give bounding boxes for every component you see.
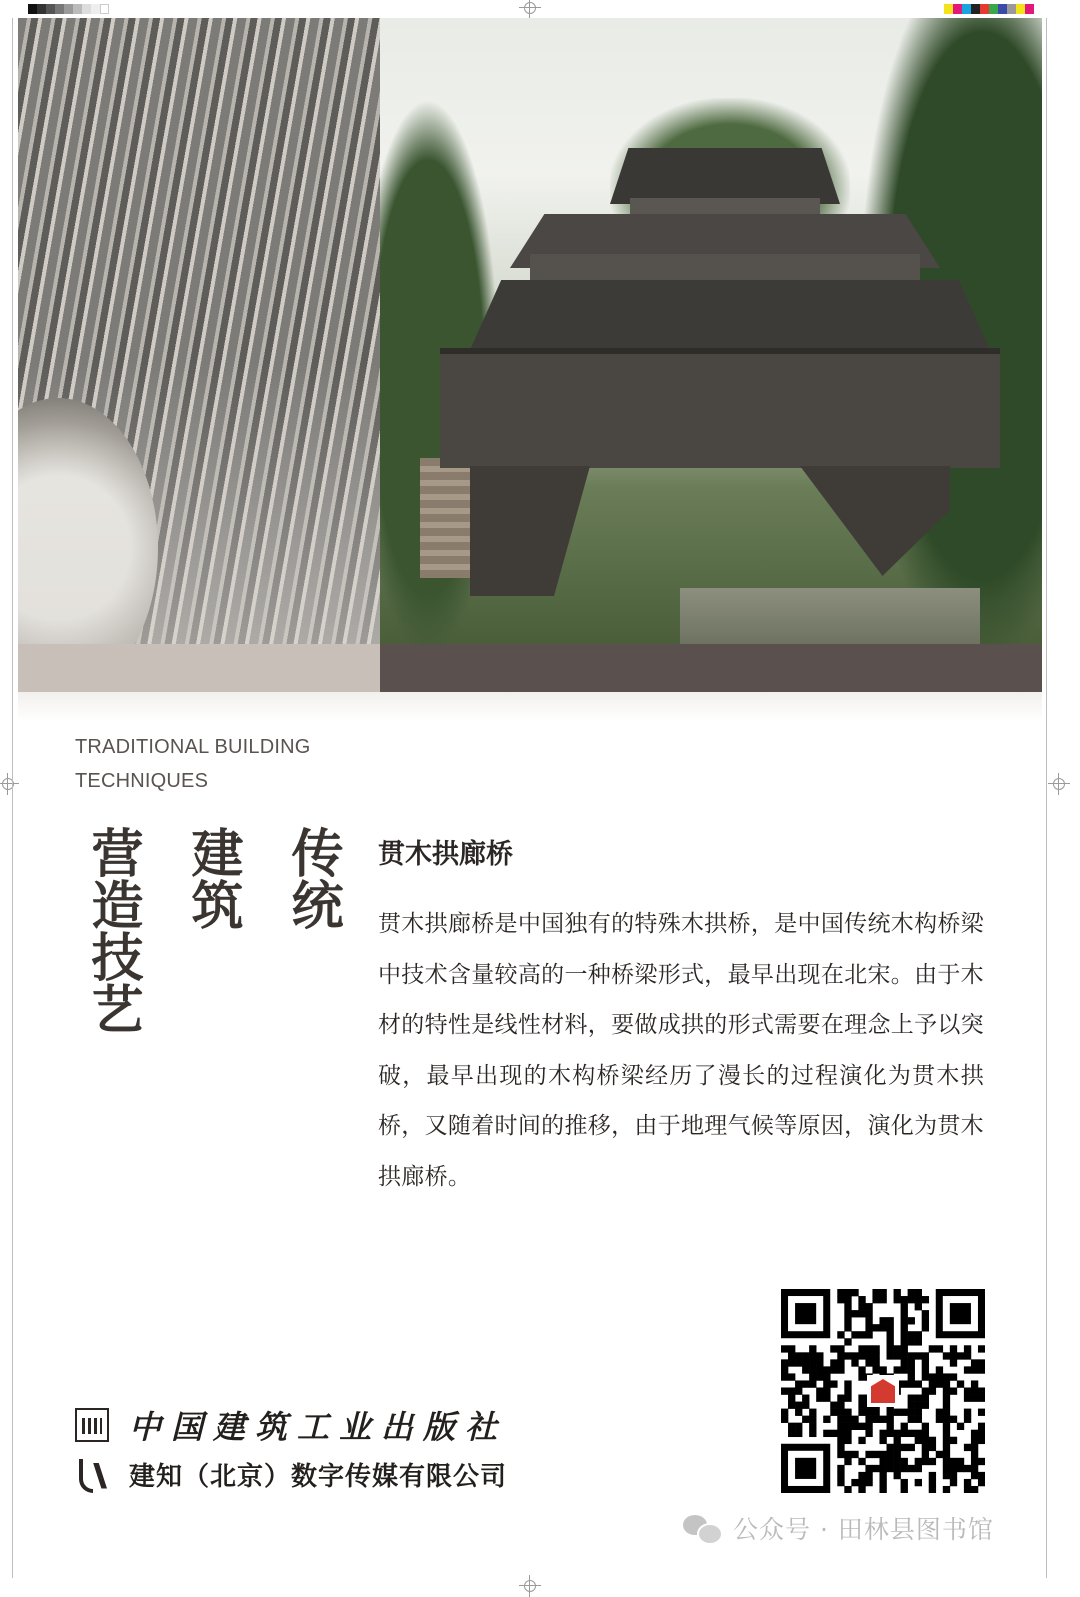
fade-strip (18, 692, 1042, 722)
trim-line (12, 18, 13, 1578)
registration-mark-bottom (519, 1575, 541, 1597)
vertical-title-column: 营造技艺 (82, 826, 143, 1034)
trim-line (1046, 18, 1047, 1578)
vertical-title-column: 传统 (282, 826, 343, 930)
english-title (75, 730, 355, 798)
registration-mark-top (519, 0, 541, 19)
publisher-primary (75, 1402, 507, 1448)
publisher-secondary (75, 1456, 507, 1493)
publisher-secondary-name: 建知（北京）数字传媒有限公司 (129, 1462, 508, 1492)
vertical-title-column: 建筑 (182, 826, 243, 930)
photo-band-light (18, 644, 380, 692)
registration-mark-left (0, 773, 19, 795)
registration-mark-right (1048, 773, 1070, 795)
grayscale-color-bar (28, 4, 109, 14)
qr-code[interactable] (781, 1289, 985, 1493)
watermark (683, 1510, 994, 1546)
covered-bridge-photo (380, 18, 1042, 644)
photo-band-dark (380, 644, 1042, 692)
publisher-secondary-logo-icon (75, 1457, 111, 1493)
wooden-arch-beams-photo (18, 18, 385, 644)
publisher-logo-icon (75, 1408, 109, 1442)
publisher-badge-icon (867, 1375, 899, 1407)
english-title-line: TECHNIQUES (75, 770, 209, 792)
english-title-line: TRADITIONAL BUILDING (75, 736, 311, 758)
watermark-text: 公众号 · 田林县图书馆 (733, 1515, 994, 1544)
publisher-primary-name: 中国建筑工业出版社 (129, 1408, 508, 1446)
wechat-icon (683, 1513, 721, 1543)
cmyk-color-bar (944, 4, 1034, 14)
section-heading: 贯木拱廊桥 (378, 839, 513, 870)
body-paragraph: 贯木拱廊桥是中国独有的特殊木拱桥，是中国传统木构桥梁中技术含量较高的一种桥梁形式，最早出现在北宋。由于木材的特性是线性材料，要做成拱的形式需要在理念上予以突破，最早出现的木构桥梁经历了漫长的过程演化为贯木拱桥，又随着时间的推移，由于地理气候等原因，演化为贯木拱廊桥。 (378, 911, 984, 1190)
